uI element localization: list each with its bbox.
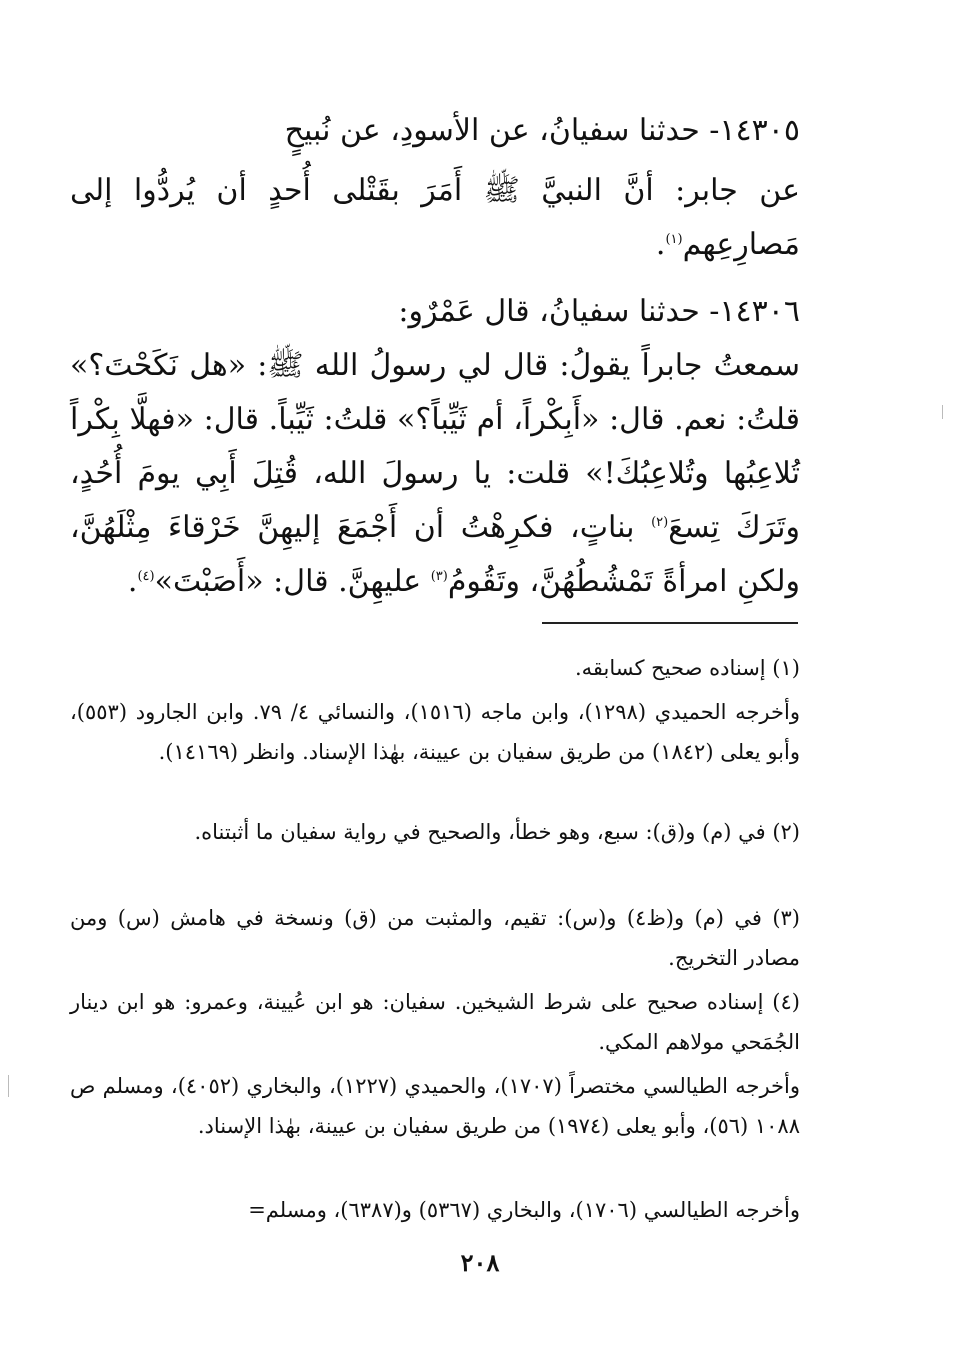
hadith-14306-part-3: عليهِنَّ. قال: «أَصَبْتَ» (154, 564, 431, 599)
footnote-4-continued-2: وأخرجه الطيالسي (١٧٠٦)، والبخاري (٥٣٦٧) و(٦٣٨٧)، ومسلم= (248, 1198, 800, 1222)
footnote-2: (٢) في (م) و(ق): سبع، وهو خطأ، والصحيح في رواية سفيان ما أثبتناه. (194, 820, 800, 844)
footnote-ref-2: (٢) (651, 515, 669, 530)
footnote-ref-4: (٤) (137, 569, 155, 584)
hadith-14305-header: ١٤٣٠٥- حدثنا سفيانُ، عن الأسودِ، عن نُبيحٍ (284, 113, 800, 148)
hadith-14305-text (70, 164, 800, 272)
footnote-1: (١) إسناده صحيح كسابقه. (574, 656, 800, 680)
footnote-4: (٤) إسناده صحيح على شرط الشيخين. سفيان: هو ابن عُيينة، وعمرو: هو ابن دينار الجُمَحي مولاهم المكي. (70, 990, 800, 1054)
footnote-separator (542, 622, 798, 624)
footnote-3: (٣) في (م) و(ظ٤) و(س): تقيم، والمثبت من (ق) ونسخة في هامش (س) ومن مصادر التخريج. (70, 906, 800, 970)
scan-artifact-mark (942, 405, 943, 419)
page-number: ٢٠٨ (460, 1248, 500, 1277)
footnote-ref-3: (٣) (430, 569, 448, 584)
hadith-14306-part-1: سمعتُ جابراً يقولُ: قال لي رسولُ الله ﷺ: «هل نَكَحْتَ؟» قلتُ: نعم. قال: «أَبِكْراً، أم ثَيِّباً؟» قلتُ: ثَيِّباً. قال: «فهلَّا بِكْراً تُلاعِبُها وتُلاعِبُكَ!» قلت: يا رسولَ الله، قُتِلَ أَبِي يومَ أُحُدٍ، وتَرَكَ تِسعَ (70, 348, 801, 545)
footnote-4-continued: وأخرجه الطيالسي مختصراً (١٧٠٧)، والحميدي (١٢٢٧)، والبخاري (٤٠٥٢)، ومسلم ص ١٠٨٨ (٥٦)، وأبو يعلى (١٩٧٤) من طريق سفيان بن عيينة، بهٰذا الإسناد. (70, 1074, 800, 1138)
footnote-1-continued: وأخرجه الحميدي (١٢٩٨)، وابن ماجه (١٥١٦)، والنسائي ٤/ ٧٩. وابن الجارود (٥٥٣)، وأبو يعلى (١٨٤٢) من طريق سفيان بن عيينة، بهٰذا الإسناد. وانظر (١٤١٦٩). (70, 700, 800, 764)
scan-artifact-mark (8, 1075, 9, 1097)
hadith-14306-text (70, 339, 800, 609)
hadith-14306-header: ١٤٣٠٦- حدثنا سفيانُ، قال عَمْرٌو: (398, 294, 800, 329)
hadith-14305-end: . (655, 227, 666, 262)
hadith-14306-end: . (127, 564, 138, 599)
footnote-ref-1: (١) (665, 232, 683, 247)
hadith-14306-part-2: بناتٍ، فكرِهْتُ أن أَجْمَعَ إليهِنَّ خَرْقاءَ مِثْلَهُنَّ، ولكنِ امرأةً تَمْشُطُهُنَّ، وتَقُومُ (70, 510, 800, 599)
hadith-14305-body: عن جابر: أنَّ النبيَّ ﷺ أَمَرَ بقَتْلى أُحدٍ أن يُردُّوا إلى مَصارِعِهم (70, 173, 800, 262)
